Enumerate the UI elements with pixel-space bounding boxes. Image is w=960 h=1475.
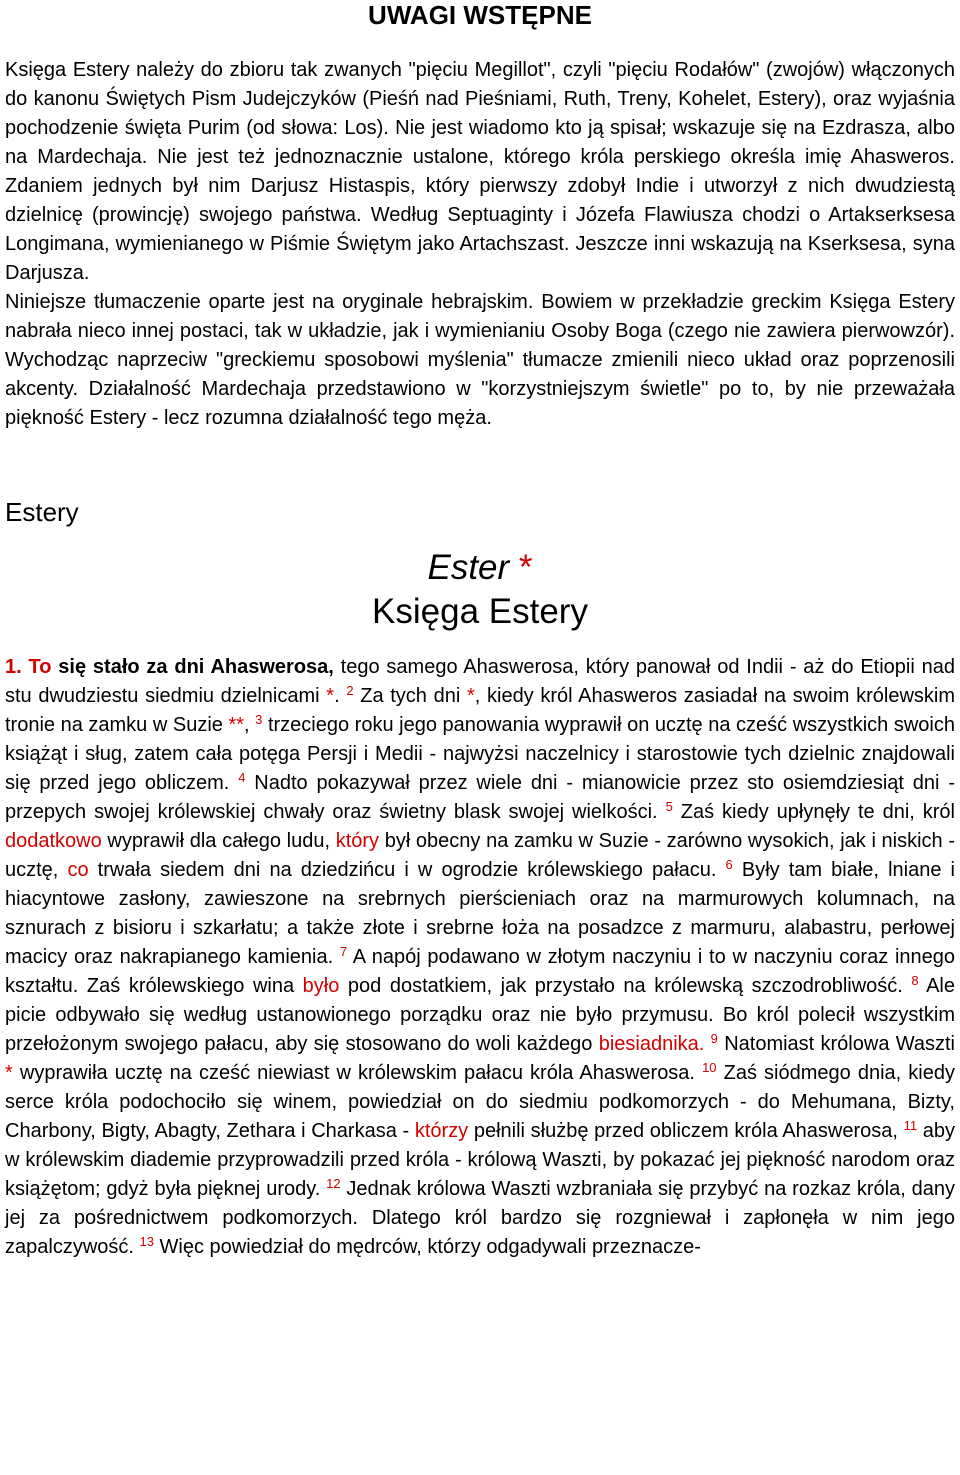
verse-text: Nadto pokazywał przez wiele dni - mianowicie przez sto osiemdziesiąt dni - przepych swojej królewskiej chwały oraz świetny blask swojej wielkości.	[5, 772, 955, 823]
verse-number: 11	[903, 1118, 918, 1133]
verse-text: Jednak królowa Waszti wzbraniała się przybyć na rozkaz króla, dany jej za pośrednictwem podkomorzych. Dlatego król bardzo się rozgniewał i zapłonęła w nim jego zapalczywość.	[5, 1178, 955, 1258]
verse-text: trwała siedem dni na dziedzińcu i w ogrodzie królewskiego pałacu.	[88, 859, 726, 881]
verse-text: wyprawił dla całego ludu,	[101, 830, 336, 852]
document-page	[5, 0, 955, 1262]
verse-text: aby w królewskim diademie przyprowadzili przed króla - królową Waszti, by pokazać jej piękność narodom oraz książętom; gdyż była pięknej urody.	[5, 1120, 955, 1200]
intro-heading: UWAGI WSTĘPNE	[368, 0, 592, 30]
highlighted-text: To	[28, 656, 52, 678]
verse-text: tego samego Ahaswerosa, który panował od Indii - aż do Etiopii nad stu dwudziestu siedmiu dzielnicami	[5, 656, 955, 707]
book-title-footnote-mark[interactable]: *	[518, 548, 533, 587]
verse-number: 6	[725, 857, 733, 872]
footnote-mark[interactable]: *	[5, 1062, 13, 1084]
highlighted-text: było	[302, 975, 340, 997]
highlighted-text: który	[335, 830, 380, 852]
chapter-1-text	[5, 653, 955, 1262]
section-title: Estery	[5, 497, 79, 527]
verse-text: Były tam białe, lniane i hiacyntowe zasłony, zawieszone na srebrnych pierścieniach oraz na marmurowych kolumnach, na sznurach z bisioru i szkarłatu; a także złote i srebrne łoża na posadzce z marmuru, alabastru, perłowej macicy oraz nakrapianego kamienia.	[5, 859, 955, 968]
highlighted-text: co	[67, 859, 89, 881]
book-title-text: Ester	[427, 548, 510, 587]
verse-number: 13	[139, 1234, 154, 1249]
book-subtitle: Księga Estery	[372, 592, 588, 631]
verse-text: Za tych dni	[353, 685, 467, 707]
verse-number: 5	[665, 799, 673, 814]
verse-text: Zaś kiedy upłynęły te dni, król	[672, 801, 955, 823]
verse-number: 10	[702, 1060, 717, 1075]
highlighted-text: 1.	[5, 656, 29, 678]
verse-number: 2	[346, 683, 354, 698]
footnote-mark[interactable]: *	[466, 685, 475, 707]
verse-number: 3	[255, 712, 263, 727]
verse-number: 12	[326, 1176, 341, 1191]
verse-text: ,	[244, 714, 256, 736]
intro-text	[5, 56, 955, 433]
verse-text: , kiedy król Ahasweros zasiadał na swoim królewskim tronie na zamku w Suzie	[5, 685, 955, 736]
verse-text: trzeciego roku jego panowania wyprawił on ucztę na cześć wszystkich swoich książąt i sług, zatem cała potęga Persji i Medii - najwyżsi naczelnicy i starostowie tych dzielnic znajdowali się przed jego obliczem.	[5, 714, 955, 794]
highlighted-text: którzy	[414, 1120, 469, 1142]
highlighted-text: biesiadnika.	[598, 1033, 705, 1055]
verse-text: się stało za dni Ahaswerosa,	[51, 656, 334, 678]
intro-paragraph-1: Księga Estery należy do zbioru tak zwanych "pięciu Megillot", czyli "pięciu Rodałów" (zwojów) włączonych do kanonu Świętych Pism Judejczyków (Pieśń nad Pieśniami, Ruth, Treny, Kohelet, Estery), oraz wyjaśnia pochodzenie święta Purim (od słowa: Los). Nie jest wiadomo kto ją spisał; wskazuje się na Ezdrasza, albo na Mardechaja. Nie jest też jednoznacznie ustalone, którego króla perskiego określa imię Ahasweros. Zdaniem jednych był nim Darjusz Histaspis, który pierwszy zdobył Indie i utworzył z nich dwudziestą dzielnicę (prowincję) swojego państwa. Według Septuaginty i Józefa Flawiusza chodzi o Artakserksesa Longimana, wymienianego w Piśmie Świętym jako Artachszast. Jeszcze inni wskazują na Kserksesa, syna Darjusza.	[5, 59, 955, 284]
verse-text: pełnili służbę przed obliczem króla Ahaswerosa,	[468, 1120, 904, 1142]
verse-text: wyprawiła ucztę na cześć niewiast w królewskim pałacu króla Ahaswerosa.	[12, 1062, 703, 1084]
verse-text: Zaś siódmego dnia, kiedy serce króla podochociło się winem, powiedział on do siedmiu podkomorzych - do Mehumana, Bizty, Charbony, Bigty, Abagty, Zethara i Charkasa -	[5, 1062, 955, 1142]
verse-number: 9	[710, 1031, 718, 1046]
verse-text: Ale picie odbywało się według ustanowionego porządku oraz nie było przymusu. Bo król polecił wszystkim przełożonym swojego pałacu, aby się stosowano do woli każdego	[5, 975, 956, 1055]
footnote-mark[interactable]: **	[228, 714, 245, 736]
verse-text: .	[334, 685, 347, 707]
verse-text: pod dostatkiem, jak przystało na królewską szczodrobliwość.	[339, 975, 912, 997]
footnote-mark[interactable]: *	[326, 685, 335, 707]
verse-number: 7	[339, 944, 348, 959]
highlighted-text: dodatkowo	[5, 830, 102, 852]
intro-paragraph-2: Niniejsze tłumaczenie oparte jest na oryginale hebrajskim. Bowiem w przekładzie greckim Księga Estery nabrała nieco innej postaci, tak w układzie, jak i wymienianiu Osoby Boga (czego nie zawiera pierwowzór). Wychodząc naprzeciw "greckiemu sposobowi myślenia" tłumacze zmienili nieco układ oraz poprzenosili akcenty. Działalność Mardechaja przedstawiono w "korzystniejszym świetle" po to, by nie przeważała piękność Estery - lecz rozumna działalność tego męża.	[5, 291, 955, 429]
verse-text: A napój podawano w złotym naczyniu i to w naczyniu coraz innego kształtu. Zaś królewskiego wina	[5, 946, 956, 997]
verse-number: 8	[911, 973, 919, 988]
book-title	[5, 547, 955, 589]
verse-text: Natomiast królowa Waszti	[717, 1033, 955, 1055]
verse-text: Więc powiedział do mędrców, którzy odgadywali przeznacze-	[153, 1236, 701, 1258]
verse-number: 4	[238, 770, 246, 785]
verse-text: był obecny na zamku w Suzie - zarówno wysokich, jak i niskich - ucztę,	[5, 830, 955, 881]
